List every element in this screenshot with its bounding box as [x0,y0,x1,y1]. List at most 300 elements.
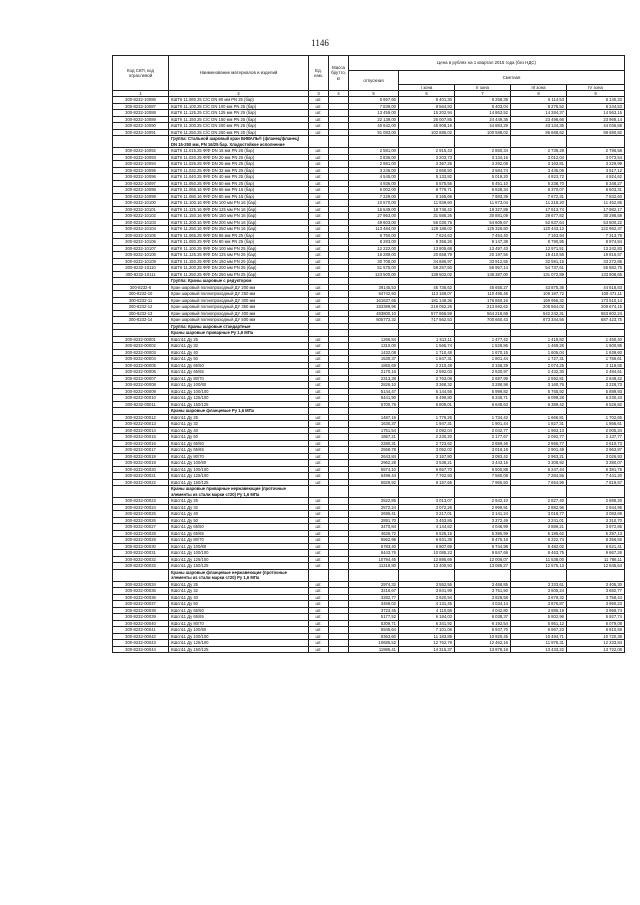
item-code: 300-8232-00012 [113,414,169,421]
item-price: 2 942,10 [455,498,511,505]
group-title: Краны шаровые фланцевые нержавеющие (проточные элементы из стали марки ст20) Ру 1,6 МПа [169,569,309,581]
empty-cell [399,486,455,498]
item-code: 300-8232-10100 [113,200,169,207]
item-price: 13 400,93 [399,563,455,570]
item-unit: шт. [309,537,329,544]
item-code: 300-8232-10106 [113,239,169,246]
item-price: 2 963,87 [567,447,625,454]
item-name: КШсп11 Ду 65/50 [169,607,309,614]
item-price: 2 763,08 [399,375,455,382]
item-code: 300-8232-00027 [113,524,169,531]
item-unit: шт. [309,154,329,161]
item-price: 2 177,67 [455,434,511,441]
item-unit: шт. [309,161,329,168]
item-unit: шт. [309,447,329,454]
item-price: 4626,72 [349,530,399,537]
item-price: 5 297,13 [567,530,625,537]
item-name: КШТК 11.032.25 Ф/Ф DN 32 мм PN 25 (бар) [169,167,309,174]
item-price: 3 013,07 [399,498,455,505]
item-price: 3 246,00 [349,167,399,174]
item-price: 5562,98 [349,537,399,544]
item-price: 5 802,96 [511,614,567,621]
item-price: 11985,41 [349,646,399,653]
header-zone2: II зона [455,84,511,91]
item-unit: шт. [309,297,329,304]
item-name: КШсп11 Ду 100/80 [169,627,309,634]
item-price: 5945,64 [349,627,399,634]
item-price: 5 951,12 [511,620,567,627]
item-price: 2 739,28 [511,148,567,155]
item-price: 5 575,55 [399,180,455,187]
item-price: 3 453,85 [399,517,455,524]
item-unit: шт. [309,245,329,252]
item-name: КШсп11 Ду 40 [169,594,309,601]
item-price: 1 605,04 [511,349,567,356]
item-name: КШТК 11.050.25 Ф/Ф DN 50 мм PN 25 (бар) [169,180,309,187]
item-price: 3 157,80 [399,453,455,460]
item-unit: шт. [309,310,329,317]
item-price: 2 796,58 [567,148,625,155]
item-price: 43 875,36 [511,284,567,291]
item-code: 300-8232-00031 [113,550,169,557]
item-name: КШсп11 Ду 100/100 [169,388,309,395]
empty-cell [455,136,511,148]
item-code: 300-8232-10102 [113,213,169,220]
group-row [113,569,625,581]
item-price: 6 937,70 [455,627,511,634]
item-price: 11 183,88 [399,633,455,640]
item-price: 1 469,26 [511,343,567,350]
item-price: 2 118,55 [567,362,625,369]
item-price: 1630,37 [349,421,399,428]
item-price: 5574,10 [349,466,399,473]
item-price: 5700,78 [349,401,399,408]
item-price: 5 395,99 [455,530,511,537]
empty-cell [349,136,399,148]
item-price: 120 443,12 [511,226,567,233]
item-price: 3 920,94 [399,594,455,601]
item-code: 300-8232-00010 [113,395,169,402]
item-unit: шт. [309,498,329,505]
item-code: 300-8232-00037 [113,601,169,608]
item-price: 577 866,59 [399,310,455,317]
item-price: 13 805,68 [399,245,455,252]
item-unit: шт. [309,356,329,363]
item-price: 12 222,00 [349,245,399,252]
item-price: 12 895,69 [399,556,455,563]
item-price: 3 972,85 [567,524,625,531]
item-price: 3 960,23 [567,601,625,608]
item-name: КШТК 11.065.25 Ф/Ф DN 65 мм PN 25 (бар) [169,232,309,239]
item-unit: шт. [309,116,329,123]
column-index: 7 [455,91,511,97]
empty-cell [511,569,567,581]
item-price: 6 114,53 [511,97,567,104]
item-code: 300-8232-10093 [113,154,169,161]
item-price: 6 667,23 [511,627,567,634]
item-name: КШТК 11.250.25 C/C DN 250 мм PN 25 (бар) [169,129,309,136]
item-price: 2 137,77 [567,434,625,441]
item-price: 2 005,34 [567,427,625,434]
item-price: 5 019,20 [455,174,511,181]
item-code: 300-8232-00011 [113,401,169,408]
item-name: КШсп11 Ду 125/100 [169,556,309,563]
table-header [113,56,625,97]
group-title: Группа: Краны шаровые с редуктором [169,278,309,285]
item-price: 27 963,00 [349,213,399,220]
item-price: 7 284,56 [511,473,567,480]
column-index: 6 [399,91,455,97]
item-price: 2 555,77 [511,440,567,447]
item-code: 300-8232-10091 [113,129,169,136]
item-price: 23 496,66 [511,116,567,123]
empty-cell [399,136,455,148]
item-price: 5309,71 [349,620,399,627]
item-name: Кран шаровый полнопроходный ДУ 250 мм [169,291,309,298]
item-code: 300-8232-13 [113,310,169,317]
item-price: 7 101,06 [399,627,455,634]
item-price: 3 308,92 [511,460,567,467]
item-price: 717 562,53 [399,317,455,324]
item-price: 16 549,00 [349,206,399,213]
item-price: 5 185,62 [511,530,567,537]
item-price: 12 006,07 [455,556,511,563]
item-unit: шт. [309,271,329,278]
item-unit: шт. [309,588,329,595]
item-unit: шт. [309,232,329,239]
item-price: 1 565,74 [399,343,455,350]
empty-cell [455,569,511,581]
item-name: КШсп11 Ду 150/125 [169,401,309,408]
item-code: 300-8232-00034 [113,581,169,588]
item-price: 2 592,81 [511,375,567,382]
item-price: 113 168,07 [399,291,455,298]
item-price: 39145,53 [349,284,399,291]
item-name: КШсп11 Ду 40 [169,349,309,356]
item-name: КШсп11 Ду 40 [169,511,309,518]
item-price: 542 242,31 [511,310,567,317]
item-price: 10 570,00 [349,200,399,207]
item-price: 3 026,93 [567,453,625,460]
item-price: 2522,86 [349,498,399,505]
item-name: КШсп11 Ду 32 [169,343,309,350]
item-price: 3 217,01 [399,511,455,518]
item-unit: шт. [309,291,329,298]
item-unit: шт. [309,627,329,634]
group-title: Краны шаровые приварные нержавеющие (проточные элементы из стали марки ст20) Ру 1,6 МПа [169,486,309,498]
item-price: 19 410,56 [511,252,567,259]
item-name: КШсп11 Ду 150/125 [169,479,309,486]
item-price: 9 463,75 [511,550,567,557]
item-price: 6 631,39 [399,537,455,544]
item-price: 11 452,85 [567,200,625,207]
item-price: 3723,45 [349,607,399,614]
item-name: КШсп11 Ду 100/100 [169,550,309,557]
item-price: 108 471,11 [567,291,625,298]
item-name: КШсп11 Ду 100/80 [169,460,309,467]
empty-cell [567,486,625,498]
item-unit: шт. [309,375,329,382]
item-code: 300-8232-00002 [113,343,169,350]
item-price: 1432,08 [349,349,399,356]
item-price: 1 500,85 [567,343,625,350]
item-unit: шт. [309,362,329,369]
item-price: 6 475,18 [455,537,511,544]
item-price: 4 042,80 [455,607,511,614]
item-name: КШТК 11.200.16 Ф/Ф DN 200 мм PN 16 (бар) [169,219,309,226]
table-body [113,97,625,653]
item-price: 700 660,43 [455,317,511,324]
page-number: 1146 [311,38,329,48]
item-unit: шт. [309,473,329,480]
item-price: 8 790,95 [511,239,567,246]
item-name: КШсп11 Ду 32 [169,421,309,428]
item-price: 3 751,50 [455,588,511,595]
item-price: 3 538,21 [399,460,455,467]
item-price: 6 038,37 [455,614,511,621]
item-name: КШТК 11.100.16 Ф/Ф DN 100 мм PN 16 (бар) [169,200,309,207]
item-price: 3 380,07 [567,460,625,467]
item-price: 7 672,31 [511,193,567,200]
item-price: 2 659,46 [455,440,511,447]
item-name: КШсп11 Ду 65/65 [169,369,309,376]
item-price: 2170,16 [349,369,399,376]
item-price: 6 258,39 [455,97,511,104]
item-price: 7 654,96 [511,479,567,486]
item-unit: шт. [309,633,329,640]
item-code: 300-8232-10101 [113,206,169,213]
item-price: 131 072,89 [511,271,567,278]
item-price: 12 575,13 [511,563,567,570]
item-name: КШсп11 Ду 50 [169,434,309,441]
item-price: 2 901,49 [511,447,567,454]
item-price: 2 723,62 [399,440,455,447]
item-price: 2 592,03 [399,369,455,376]
item-code: 300-8232-10098 [113,187,169,194]
item-name: КШсп11 Ду 65/65 [169,530,309,537]
column-index: 4 [329,91,349,97]
item-price: 2 836,00 [349,154,399,161]
item-name: КШсп11 Ду 100/100 [169,633,309,640]
item-price: 45 908,16 [399,123,455,130]
item-price: 10 920,45 [455,633,511,640]
item-price: 6 744,98 [455,543,511,550]
item-price: 8 275,52 [511,103,567,110]
item-name: Кран шаровый полнопроходный ДУ 400 мм [169,310,309,317]
item-price: 1 776,26 [399,414,455,421]
item-price: 3 163,81 [511,161,567,168]
item-price: 6 810,59 [567,627,625,634]
item-price: 2 648,42 [567,375,625,382]
item-name: Кран шаровый полнопроходный ДУ 300 мм [169,297,309,304]
item-price: 7 313,79 [567,232,625,239]
item-code: 300-8232-00008 [113,382,169,389]
item-unit: шт. [309,460,329,467]
item-price: 4 046,99 [455,524,511,531]
item-code: 300-8232-10104 [113,226,169,233]
item-price: 3 083,69 [567,511,625,518]
item-name: КШТК 11.200.25 C/C DN 200 мм PN 25 (бар) [169,123,309,130]
item-price: 6 389,42 [511,401,567,408]
item-unit: шт. [309,388,329,395]
item-name: КШсп11 Ду 25 [169,581,309,588]
item-price: 2558,78 [349,447,399,454]
item-code: 300-8232-00038 [113,607,169,614]
empty-cell [399,569,455,581]
item-price: 6 079,08 [567,620,625,627]
item-price: 6 628,34 [455,187,511,194]
item-code: 300-8232-00006 [113,369,169,376]
item-code: 300-8232-00022 [113,479,169,486]
empty-cell [309,569,329,581]
item-price: 6 499,80 [399,395,455,402]
header-estimate: Сметная [399,71,625,85]
item-price: 11 786,11 [567,556,625,563]
item-price: 9 356,26 [399,239,455,246]
item-price: 5 999,82 [455,388,511,395]
item-price: 30 881,09 [455,213,511,220]
item-price: 12 462,16 [455,640,511,647]
item-price: 3 012,04 [511,154,567,161]
item-price: 3282,77 [349,594,399,601]
item-name: КШсп11 Ду 50 [169,517,309,524]
item-price: 2 530,97 [455,369,511,376]
item-unit: шт. [309,395,329,402]
item-price: 3 141,24 [455,511,511,518]
item-price: 1850,69 [349,362,399,369]
item-code: 300-8232-00032 [113,556,169,563]
item-price: 2 915,43 [399,148,455,155]
item-price: 5441,90 [349,395,399,402]
item-price: 23 968,14 [567,116,625,123]
item-name: КШТК 11.080.25 C/C DN 80 мм PN 25 (бар) [169,97,309,104]
item-price: 30 708,00 [349,258,399,265]
empty-cell [349,569,399,581]
item-unit: шт. [309,200,329,207]
item-price: 1 513,11 [399,336,455,343]
item-price: 15 202,94 [399,110,455,117]
item-code: 300-8232-10086 [113,97,169,104]
item-code: 300-8232-00016 [113,440,169,447]
item-code: 300-8232-00043 [113,640,169,647]
item-code: 300-8232-00024 [113,504,169,511]
item-price: 4 936,00 [349,180,399,187]
item-price: 5783,40 [349,543,399,550]
item-price: 2 697,99 [455,375,511,382]
item-code: 300-8232-14 [113,317,169,324]
item-code: 300-8232-10089 [113,116,169,123]
item-price: 96 668,62 [511,129,567,136]
item-price: 3 889,21 [511,524,567,531]
item-name: Кран шаровый полнопроходный ДУ 350 мм [169,304,309,311]
item-unit: шт. [309,556,329,563]
item-price: 84742,93 [349,291,399,298]
item-price: 2313,38 [349,375,399,382]
item-price: 34 686,97 [399,258,455,265]
item-unit: шт. [309,401,329,408]
item-unit: шт. [309,284,329,291]
item-price: 2 230,20 [399,434,455,441]
item-price: 14 863,52 [455,110,511,117]
item-code: 300-8232-10096 [113,174,169,181]
item-unit: шт. [309,530,329,537]
item-price: 176 850,16 [455,297,511,304]
item-price: 483800,10 [349,310,399,317]
item-unit: шт. [309,239,329,246]
header-release: отпускная [349,71,399,91]
item-code: 300-8232-00029 [113,537,169,544]
item-price: 3 052,02 [399,447,455,454]
item-price: 2 092,77 [511,434,567,441]
item-code: 300-8232-00018 [113,453,169,460]
item-price: 3 552,55 [399,581,455,588]
item-name: Кран шаровый полнопроходный ДУ 500 мм [169,317,309,324]
item-price: 10 494,71 [511,633,567,640]
item-price: 7 762,93 [399,473,455,480]
item-price: 6 230,43 [567,395,625,402]
item-price: 1 419,82 [511,336,567,343]
item-code: 300-8232-00030 [113,543,169,550]
item-price: 3 018,77 [511,511,567,518]
item-price: 10685,52 [349,640,399,647]
item-price: 6 526,82 [567,401,625,408]
item-name: КШсп11 Ду 80/70 [169,537,309,544]
column-index: 3 [309,91,329,97]
item-price: 3 292,08 [455,161,511,168]
item-price: 6 370,07 [511,187,567,194]
item-price: 136 387,00 [455,271,511,278]
item-unit: шт. [309,466,329,473]
item-unit: шт. [309,123,329,130]
item-price: 2 158,29 [455,362,511,369]
item-price: 1 801,44 [455,356,511,363]
header-code: Код СКП, код отраслевой [113,56,169,91]
item-unit: шт. [309,103,329,110]
group-code-cell [113,569,169,581]
item-price: 9363,60 [349,633,399,640]
item-code: 300-8232-11 [113,297,169,304]
item-unit: шт. [309,607,329,614]
item-name: КШТК 11.125.25 Ф/Ф DN 125 мм PN 25 (бар) [169,252,309,259]
item-price: 24 449,35 [455,116,511,123]
item-code: 300-8232-10099 [113,193,169,200]
item-price: 10 085,23 [399,550,455,557]
item-unit: шт. [309,219,329,226]
item-unit: шт. [309,252,329,259]
item-price: 1 702,65 [567,414,625,421]
item-price: 5144,47 [349,388,399,395]
item-name: КШсп11 Ду 150/125 [169,563,309,570]
item-price: 3 228,73 [567,382,625,389]
item-name: КШсп11 Ду 100/80 [169,382,309,389]
item-name: КШсп11 Ду 32 [169,588,309,595]
item-price: 6 503,31 [567,187,625,194]
item-price: 2 092,04 [399,427,455,434]
item-price: 7 819,57 [567,479,625,486]
item-unit: шт. [309,614,329,621]
item-unit: шт. [309,187,329,194]
item-price: 1 477,42 [455,336,511,343]
header-name: Наименование материалов и изделий [169,56,309,91]
item-price: 2 944,95 [567,504,625,511]
item-code: 300-8232-00042 [113,633,169,640]
item-price: 49 603,00 [349,219,399,226]
item-price: 6 341,92 [399,620,455,627]
item-unit: шт. [309,594,329,601]
item-price: 44 618,83 [567,284,625,291]
item-price: 56 030,75 [399,219,455,226]
item-price: 3 468,85 [455,581,511,588]
